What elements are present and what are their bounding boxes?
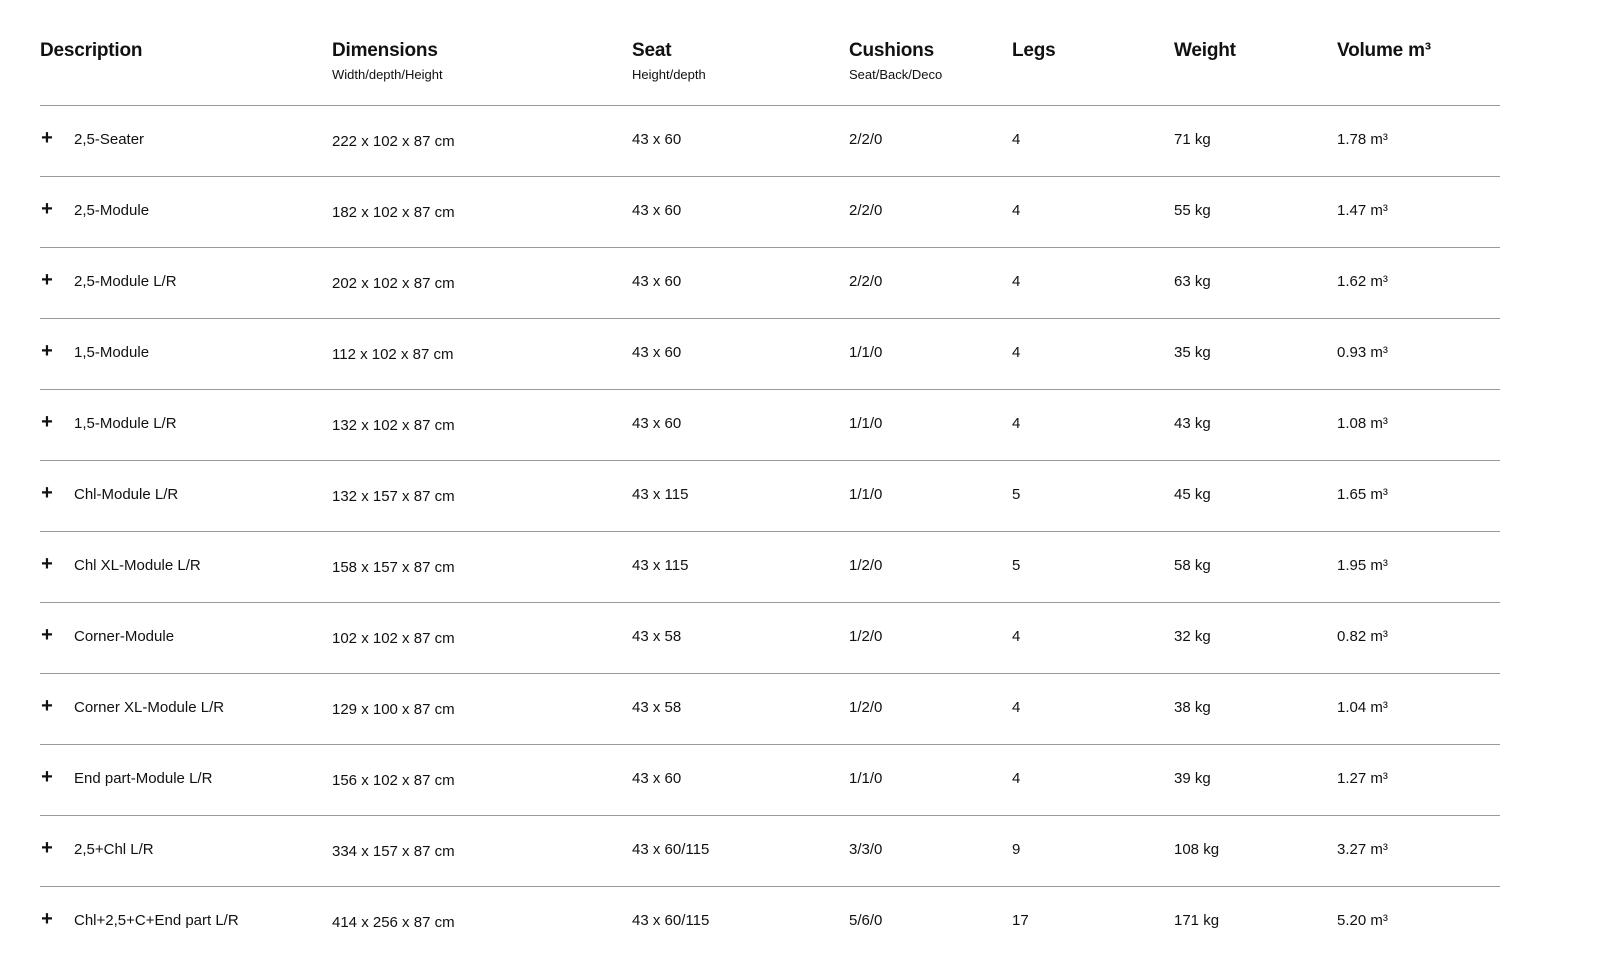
row-cushions: 2/2/0 — [849, 202, 883, 219]
row-cushions: 3/3/0 — [849, 841, 883, 858]
product-spec-table — [40, 0, 1500, 957]
row-dimensions: 112 x 102 x 87 cm — [332, 346, 454, 363]
row-weight: 63 kg — [1174, 273, 1211, 290]
row-cushions: 1/2/0 — [849, 628, 883, 645]
row-weight: 108 kg — [1174, 841, 1220, 858]
expand-plus-icon[interactable]: + — [41, 553, 53, 575]
row-weight: 39 kg — [1174, 770, 1211, 787]
row-weight: 43 kg — [1174, 415, 1211, 432]
row-seat: 43 x 60 — [632, 415, 682, 432]
row-dimensions: 158 x 157 x 87 cm — [332, 559, 455, 576]
row-weight: 58 kg — [1174, 557, 1211, 574]
row-cushions: 5/6/0 — [849, 912, 883, 929]
row-weight: 38 kg — [1174, 699, 1211, 716]
row-legs: 4 — [1012, 131, 1021, 148]
table-row[interactable] — [40, 887, 1500, 957]
row-legs: 4 — [1012, 273, 1021, 290]
expand-plus-icon[interactable]: + — [41, 908, 53, 930]
row-dimensions: 102 x 102 x 87 cm — [332, 630, 455, 647]
row-cushions: 2/2/0 — [849, 273, 883, 290]
header-legs-title: Legs — [1012, 40, 1056, 61]
row-legs: 17 — [1012, 912, 1029, 929]
row-seat: 43 x 60 — [632, 344, 682, 361]
row-volume: 1.04 m³ — [1337, 699, 1388, 716]
expand-plus-icon[interactable]: + — [41, 127, 53, 149]
table-row[interactable] — [40, 248, 1500, 319]
row-weight: 32 kg — [1174, 628, 1211, 645]
row-volume: 1.62 m³ — [1337, 273, 1388, 290]
header-seat-subtitle: Height/depth — [632, 67, 706, 82]
table-row[interactable] — [40, 816, 1500, 887]
row-weight: 171 kg — [1174, 912, 1220, 929]
row-legs: 4 — [1012, 202, 1021, 219]
row-dimensions: 182 x 102 x 87 cm — [332, 204, 455, 221]
row-cushions: 1/1/0 — [849, 344, 883, 361]
row-cushions: 1/1/0 — [849, 486, 883, 503]
expand-plus-icon[interactable]: + — [41, 766, 53, 788]
header-description — [40, 38, 142, 64]
row-dimensions: 334 x 157 x 87 cm — [332, 843, 455, 860]
row-volume: 0.93 m³ — [1337, 344, 1388, 361]
row-weight: 45 kg — [1174, 486, 1211, 503]
header-cushions-subtitle: Seat/Back/Deco — [849, 67, 943, 82]
table-row[interactable] — [40, 674, 1500, 745]
table-row[interactable] — [40, 603, 1500, 674]
row-seat: 43 x 60/115 — [632, 912, 710, 929]
row-description: 2,5-Module — [74, 202, 150, 219]
row-seat: 43 x 115 — [632, 486, 689, 503]
row-dimensions: 132 x 157 x 87 cm — [332, 488, 455, 505]
row-legs: 4 — [1012, 628, 1021, 645]
row-volume: 1.47 m³ — [1337, 202, 1388, 219]
row-description: Chl-Module L/R — [74, 486, 179, 503]
expand-plus-icon[interactable]: + — [41, 269, 53, 291]
expand-plus-icon[interactable]: + — [41, 482, 53, 504]
row-legs: 4 — [1012, 770, 1021, 787]
header-volume-title: Volume m³ — [1337, 40, 1431, 61]
row-description: End part-Module L/R — [74, 770, 213, 787]
header-description-title: Description — [40, 40, 143, 61]
header-weight-title: Weight — [1174, 40, 1236, 61]
row-volume: 1.27 m³ — [1337, 770, 1388, 787]
expand-plus-icon[interactable]: + — [41, 340, 53, 362]
row-dimensions: 156 x 102 x 87 cm — [332, 772, 455, 789]
row-seat: 43 x 60 — [632, 131, 682, 148]
row-volume: 0.82 m³ — [1337, 628, 1388, 645]
row-dimensions: 202 x 102 x 87 cm — [332, 275, 455, 292]
row-description: 2,5-Seater — [74, 131, 145, 148]
row-seat: 43 x 60/115 — [632, 841, 710, 858]
row-description: Chl+2,5+C+End part L/R — [74, 912, 239, 929]
expand-plus-icon[interactable]: + — [41, 411, 53, 433]
expand-plus-icon[interactable]: + — [41, 837, 53, 859]
row-description: 1,5-Module L/R — [74, 415, 177, 432]
row-legs: 5 — [1012, 557, 1021, 574]
expand-plus-icon[interactable]: + — [41, 695, 53, 717]
row-weight: 71 kg — [1174, 131, 1211, 148]
row-dimensions: 132 x 102 x 87 cm — [332, 417, 455, 434]
row-legs: 4 — [1012, 344, 1021, 361]
header-dimensions — [332, 38, 443, 84]
row-legs: 4 — [1012, 699, 1021, 716]
table-row[interactable] — [40, 319, 1500, 390]
row-description: 2,5-Module L/R — [74, 273, 177, 290]
header-volume — [1337, 38, 1431, 64]
row-cushions: 1/2/0 — [849, 699, 883, 716]
row-legs: 4 — [1012, 415, 1021, 432]
row-description: 1,5-Module — [74, 344, 150, 361]
row-volume: 1.65 m³ — [1337, 486, 1388, 503]
row-cushions: 2/2/0 — [849, 131, 883, 148]
header-seat-title: Seat — [632, 40, 672, 61]
row-seat: 43 x 115 — [632, 557, 689, 574]
row-description: Chl XL-Module L/R — [74, 557, 201, 574]
row-seat: 43 x 60 — [632, 770, 682, 787]
row-volume: 3.27 m³ — [1337, 841, 1388, 858]
row-seat: 43 x 60 — [632, 202, 682, 219]
row-volume: 5.20 m³ — [1337, 912, 1388, 929]
table-row[interactable] — [40, 177, 1500, 248]
row-dimensions: 222 x 102 x 87 cm — [332, 133, 455, 150]
header-weight — [1174, 38, 1236, 64]
row-volume: 1.08 m³ — [1337, 415, 1388, 432]
row-volume: 1.95 m³ — [1337, 557, 1388, 574]
header-cushions — [849, 38, 942, 84]
row-legs: 9 — [1012, 841, 1021, 858]
table-row[interactable] — [40, 106, 1500, 177]
row-weight: 35 kg — [1174, 344, 1211, 361]
row-volume: 1.78 m³ — [1337, 131, 1388, 148]
table-row[interactable] — [40, 532, 1500, 603]
row-description: Corner-Module — [74, 628, 175, 645]
row-weight: 55 kg — [1174, 202, 1211, 219]
row-seat: 43 x 60 — [632, 273, 682, 290]
row-description: Corner XL-Module L/R — [74, 699, 225, 716]
header-cushions-title: Cushions — [849, 40, 934, 61]
row-dimensions: 129 x 100 x 87 cm — [332, 701, 455, 718]
expand-plus-icon[interactable]: + — [41, 624, 53, 646]
row-cushions: 1/1/0 — [849, 770, 883, 787]
row-dimensions: 414 x 256 x 87 cm — [332, 914, 455, 931]
expand-plus-icon[interactable]: + — [41, 198, 53, 220]
table-row[interactable] — [40, 745, 1500, 816]
row-legs: 5 — [1012, 486, 1021, 503]
table-row[interactable] — [40, 390, 1500, 461]
header-seat — [632, 38, 706, 84]
row-description: 2,5+Chl L/R — [74, 841, 154, 858]
row-cushions: 1/2/0 — [849, 557, 883, 574]
row-seat: 43 x 58 — [632, 628, 682, 645]
header-dimensions-title: Dimensions — [332, 40, 438, 61]
table-row[interactable] — [40, 461, 1500, 532]
header-dimensions-subtitle: Width/depth/Height — [332, 67, 443, 82]
header-legs — [1012, 38, 1056, 64]
table-header — [40, 0, 1500, 106]
row-seat: 43 x 58 — [632, 699, 682, 716]
row-cushions: 1/1/0 — [849, 415, 883, 432]
